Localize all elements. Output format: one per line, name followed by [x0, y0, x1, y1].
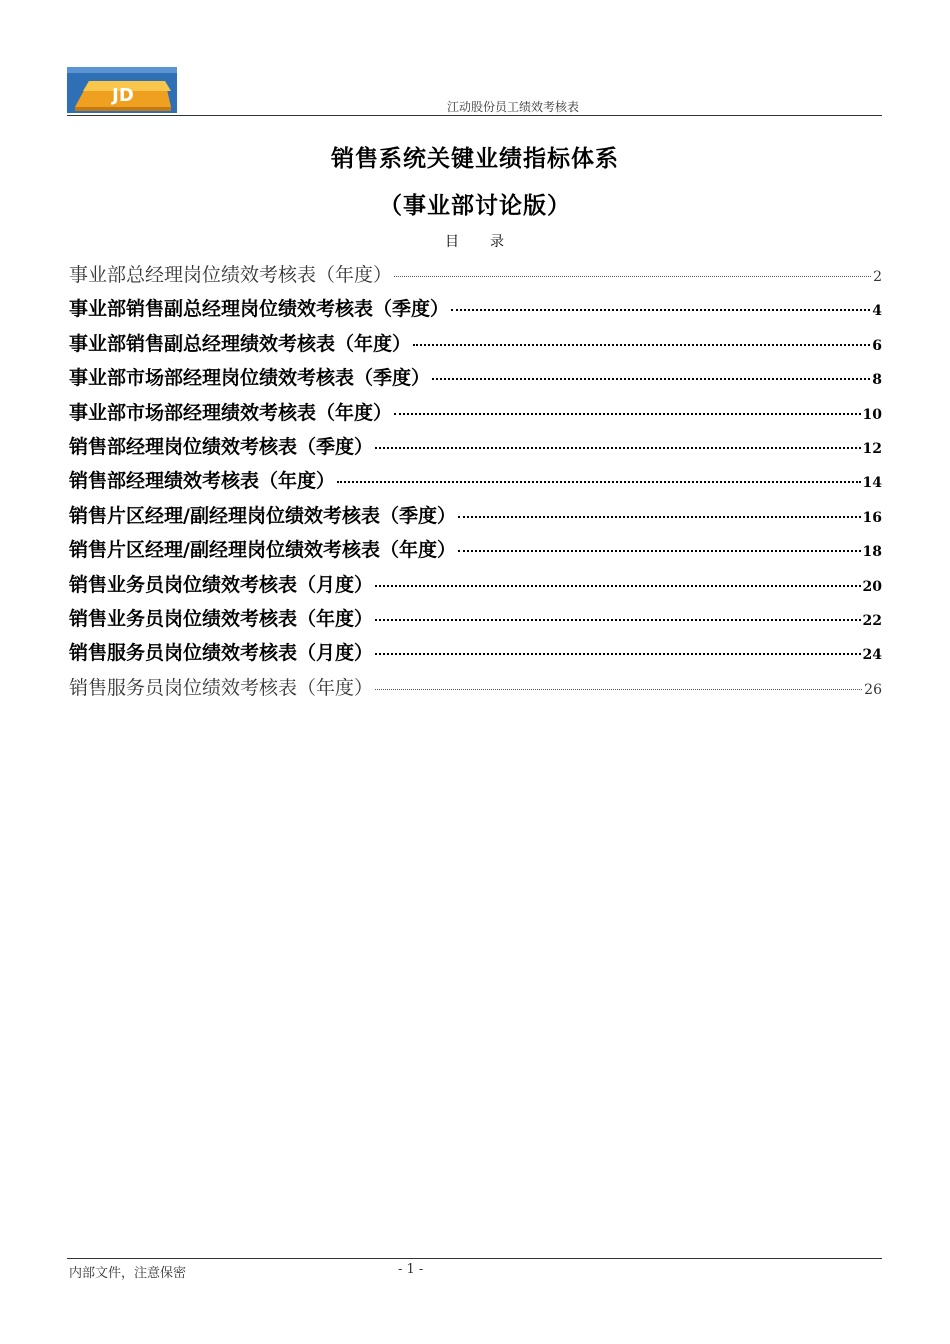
toc-entry[interactable] [69, 430, 882, 464]
toc-entry[interactable] [69, 396, 882, 430]
toc-entry-page: 4 [872, 303, 882, 320]
toc-entry-title[interactable]: 事业部总经理岗位绩效考核表（年度） [69, 264, 393, 286]
toc-entry-page: 2 [873, 269, 882, 285]
toc-entry-page: 24 [862, 647, 882, 664]
toc-entry-title[interactable]: 销售部经理绩效考核表（年度） [69, 470, 336, 493]
toc-entry[interactable] [69, 499, 882, 533]
footer-confidential-note: 内部文件，注意保密 [69, 1266, 187, 1281]
toc-entry-title[interactable]: 事业部市场部经理岗位绩效考核表（季度） [69, 367, 431, 390]
toc-entry-page: 14 [862, 475, 882, 492]
header-title: 江动股份员工绩效考核表 [447, 100, 580, 114]
toc-entry[interactable] [69, 671, 882, 705]
toc-leader-dots [394, 413, 861, 415]
toc-entry-title[interactable]: 销售片区经理/副经理岗位绩效考核表（季度） [69, 504, 456, 527]
toc-entry-title[interactable]: 销售部经理岗位绩效考核表（季度） [69, 435, 374, 458]
toc-entry-page: 6 [872, 337, 882, 354]
toc-leader-dots [458, 550, 861, 552]
svg-text:JD: JD [112, 85, 134, 106]
toc-entry-page: 10 [862, 406, 882, 423]
toc-entry-page: 26 [864, 681, 882, 698]
header-divider [67, 115, 882, 116]
table-of-contents [69, 258, 882, 705]
footer-divider [67, 1258, 882, 1259]
toc-leader-dots [375, 653, 861, 655]
toc-entry-page: 22 [862, 612, 882, 629]
toc-entry[interactable] [69, 636, 882, 670]
toc-heading-char-2: 录 [490, 234, 505, 250]
toc-entry-title[interactable]: 销售片区经理/副经理岗位绩效考核表（年度） [69, 539, 456, 562]
toc-entry[interactable] [69, 602, 882, 636]
toc-entry-page: 18 [862, 544, 882, 561]
toc-entry-title[interactable]: 销售业务员岗位绩效考核表（月度） [69, 573, 374, 596]
toc-leader-dots [375, 619, 861, 621]
toc-entry-page: 16 [862, 509, 882, 526]
toc-entry-page: 12 [862, 440, 882, 457]
toc-leader-dots [432, 378, 870, 380]
footer-page-number: - 1 - [398, 1262, 424, 1277]
toc-entry-title[interactable]: 销售服务员岗位绩效考核表（月度） [69, 642, 374, 665]
toc-entry-title[interactable]: 事业部销售副总经理绩效考核表（年度） [69, 332, 412, 355]
toc-leader-dots [337, 481, 861, 483]
toc-leader-dots [375, 447, 861, 449]
toc-leader-dots [451, 309, 870, 311]
toc-heading-char-1: 目 [445, 234, 460, 250]
toc-leader-dots [413, 344, 870, 346]
toc-leader-dots [375, 585, 861, 587]
toc-entry[interactable] [69, 568, 882, 602]
toc-entry-title[interactable]: 事业部销售副总经理岗位绩效考核表（季度） [69, 298, 450, 321]
toc-entry[interactable] [69, 533, 882, 567]
toc-leader-dots [458, 516, 861, 518]
toc-heading [0, 231, 950, 251]
toc-entry[interactable] [69, 327, 882, 361]
toc-entry-title[interactable]: 销售业务员岗位绩效考核表（年度） [69, 607, 374, 630]
page-header [67, 67, 882, 117]
toc-entry[interactable] [69, 258, 882, 292]
toc-entry-page: 8 [872, 372, 882, 389]
document-title: 销售系统关键业绩指标体系 [331, 145, 619, 172]
toc-entry-title[interactable]: 事业部市场部经理绩效考核表（年度） [69, 401, 393, 424]
toc-entry[interactable] [69, 292, 882, 326]
toc-leader-dots [394, 276, 871, 277]
toc-leader-dots [375, 689, 862, 690]
toc-entry[interactable] [69, 361, 882, 395]
toc-entry[interactable] [69, 464, 882, 498]
toc-entry-title[interactable]: 销售服务员岗位绩效考核表（年度） [69, 676, 374, 699]
document-subtitle: （事业部讨论版） [379, 192, 571, 219]
company-logo [67, 67, 177, 113]
toc-entry-page: 20 [862, 578, 882, 595]
